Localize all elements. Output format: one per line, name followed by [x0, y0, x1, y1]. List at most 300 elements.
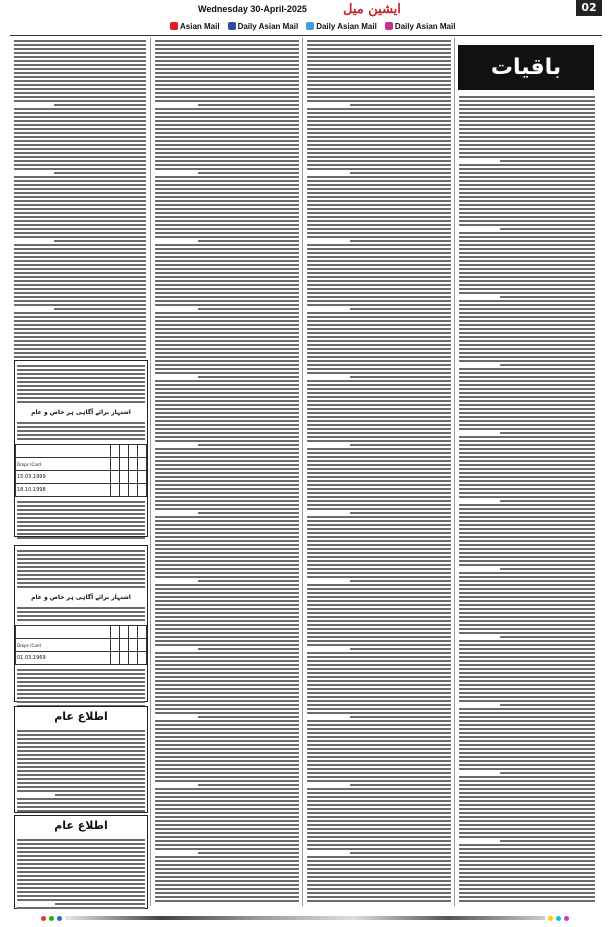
text-line — [155, 344, 299, 346]
text-line — [459, 560, 595, 562]
text-line — [155, 576, 299, 578]
text-line — [459, 628, 595, 630]
text-line — [17, 899, 145, 901]
text-line — [307, 72, 451, 74]
text-line — [459, 800, 595, 802]
text-line — [500, 160, 595, 162]
text-line — [307, 96, 451, 98]
text-line — [459, 172, 595, 174]
text-line — [459, 656, 595, 658]
text-line — [155, 200, 299, 202]
text-line — [155, 124, 299, 126]
text-line — [459, 480, 595, 482]
text-line — [307, 688, 451, 690]
text-line — [155, 456, 299, 458]
text-line — [459, 132, 595, 134]
doc-label: Drops (Card — [16, 458, 111, 471]
text-line — [155, 100, 299, 102]
text-line — [155, 492, 299, 494]
text-line — [459, 128, 595, 130]
text-line — [459, 852, 595, 854]
text-line — [459, 300, 595, 302]
text-line — [14, 248, 146, 250]
text-line — [155, 112, 299, 114]
text-line — [155, 524, 299, 526]
text-line — [459, 412, 595, 414]
text-line — [459, 180, 595, 182]
social-twitter[interactable]: Daily Asian Mail — [306, 20, 377, 32]
text-line — [459, 312, 595, 314]
text-line — [17, 509, 145, 511]
text-line — [459, 524, 595, 526]
text-line — [17, 855, 145, 857]
text-line — [307, 216, 451, 218]
text-line — [14, 88, 146, 90]
text-line — [155, 276, 299, 278]
social-youtube[interactable]: Asian Mail — [170, 20, 220, 32]
text-line — [459, 392, 595, 394]
notice-box-1-title: اشتہار برائے آگاہی ہر خاص و عام — [31, 409, 131, 416]
text-line — [307, 392, 451, 394]
text-line — [14, 60, 146, 62]
text-line — [307, 264, 451, 266]
text-line — [17, 859, 145, 861]
text-line — [14, 304, 146, 306]
text-line — [307, 548, 451, 550]
text-line — [307, 128, 451, 130]
text-line — [155, 896, 299, 898]
text-line — [17, 582, 145, 584]
text-line — [17, 607, 145, 609]
text-line — [307, 672, 451, 674]
text-line — [307, 500, 451, 502]
text-line — [307, 428, 451, 430]
text-line — [459, 184, 595, 186]
text-line — [307, 808, 451, 810]
text-line — [307, 52, 451, 54]
column-divider — [454, 38, 455, 906]
text-line — [17, 537, 145, 539]
text-line — [155, 736, 299, 738]
text-line — [459, 304, 595, 306]
text-line — [155, 548, 299, 550]
print-registration-strip — [0, 912, 610, 924]
text-line — [459, 756, 595, 758]
text-line — [307, 180, 451, 182]
text-line — [155, 816, 299, 818]
text-line — [307, 560, 451, 562]
text-line — [155, 472, 299, 474]
public-notice-1 — [14, 706, 148, 813]
text-line — [307, 616, 451, 618]
text-line — [459, 320, 595, 322]
text-line — [459, 496, 595, 498]
text-line — [459, 248, 595, 250]
text-line — [17, 554, 145, 556]
text-line — [14, 292, 146, 294]
text-line — [14, 40, 146, 42]
text-line — [155, 532, 299, 534]
text-line — [198, 240, 299, 242]
text-line — [155, 748, 299, 750]
text-line — [307, 268, 451, 270]
text-line — [155, 248, 299, 250]
text-line — [155, 824, 299, 826]
text-line — [14, 56, 146, 58]
text-line — [155, 352, 299, 354]
notice-box-1-table — [15, 444, 147, 497]
text-line — [459, 428, 595, 430]
text-line — [350, 240, 451, 242]
text-line — [307, 684, 451, 686]
text-line — [307, 608, 451, 610]
text-line — [17, 521, 145, 523]
text-line — [155, 436, 299, 438]
text-line — [459, 856, 595, 858]
text-line — [155, 752, 299, 754]
text-line — [17, 501, 145, 503]
text-line — [459, 492, 595, 494]
text-line — [459, 876, 595, 878]
text-line — [459, 612, 595, 614]
text-line — [307, 228, 451, 230]
text-line — [155, 404, 299, 406]
text-line — [155, 828, 299, 830]
text-line — [307, 652, 451, 654]
text-line — [155, 832, 299, 834]
text-line — [155, 460, 299, 462]
text-line — [17, 393, 145, 395]
text-line — [307, 148, 451, 150]
text-line — [307, 504, 451, 506]
text-line — [17, 438, 145, 440]
text-line — [307, 144, 451, 146]
text-line — [307, 724, 451, 726]
text-line — [155, 788, 299, 790]
text-line — [307, 628, 451, 630]
text-line — [155, 592, 299, 594]
notice-box-1 — [14, 360, 148, 537]
text-line — [307, 340, 451, 342]
text-line — [17, 863, 145, 865]
text-line — [307, 360, 451, 362]
text-line — [307, 844, 451, 846]
text-line — [459, 556, 595, 558]
text-line — [307, 592, 451, 594]
color-bar — [65, 916, 545, 920]
text-column-3 — [307, 38, 451, 906]
text-line — [459, 880, 595, 882]
text-line — [459, 632, 595, 634]
text-line — [459, 360, 595, 362]
text-line — [14, 188, 146, 190]
text-line — [155, 572, 299, 574]
text-line — [307, 448, 451, 450]
text-line — [155, 80, 299, 82]
text-line — [307, 92, 451, 94]
text-line — [17, 701, 145, 703]
text-line — [155, 60, 299, 62]
text-line — [14, 64, 146, 66]
text-line — [17, 742, 145, 744]
text-line — [155, 392, 299, 394]
text-line — [155, 676, 299, 678]
text-line — [155, 224, 299, 226]
text-line — [307, 76, 451, 78]
text-line — [155, 636, 299, 638]
text-line — [459, 860, 595, 862]
text-line — [155, 476, 299, 478]
text-line — [17, 891, 145, 893]
text-line — [17, 373, 145, 375]
text-line — [17, 365, 145, 367]
text-line — [459, 208, 595, 210]
text-line — [155, 316, 299, 318]
text-line — [155, 528, 299, 530]
text-line — [459, 420, 595, 422]
text-line — [459, 408, 595, 410]
text-line — [307, 752, 451, 754]
text-line — [198, 308, 299, 310]
text-line — [307, 236, 451, 238]
text-line — [155, 120, 299, 122]
text-line — [459, 836, 595, 838]
text-line — [155, 792, 299, 794]
text-line — [198, 104, 299, 106]
text-line — [350, 716, 451, 718]
text-line — [307, 440, 451, 442]
text-line — [14, 224, 146, 226]
text-line — [459, 108, 595, 110]
text-line — [155, 152, 299, 154]
text-line — [307, 636, 451, 638]
text-line — [459, 156, 595, 158]
text-line — [459, 508, 595, 510]
text-line — [17, 875, 145, 877]
text-line — [155, 660, 299, 662]
text-line — [155, 256, 299, 258]
text-line — [459, 264, 595, 266]
text-line — [459, 608, 595, 610]
doc-label: Drops (Card — [16, 639, 111, 652]
text-line — [500, 432, 595, 434]
text-line — [155, 192, 299, 194]
text-line — [459, 292, 595, 294]
text-line — [307, 584, 451, 586]
text-line — [459, 536, 595, 538]
text-line — [307, 56, 451, 58]
text-line — [14, 132, 146, 134]
text-line — [14, 156, 146, 158]
text-line — [307, 164, 451, 166]
text-line — [459, 212, 595, 214]
social-facebook[interactable]: Daily Asian Mail — [228, 20, 299, 32]
text-line — [307, 108, 451, 110]
text-line — [155, 872, 299, 874]
text-line — [155, 772, 299, 774]
text-line — [307, 480, 451, 482]
text-line — [459, 776, 595, 778]
text-line — [155, 884, 299, 886]
text-line — [155, 468, 299, 470]
text-line — [155, 232, 299, 234]
text-line — [307, 412, 451, 414]
text-line — [459, 452, 595, 454]
text-line — [155, 680, 299, 682]
text-line — [155, 320, 299, 322]
text-line — [155, 180, 299, 182]
text-line — [459, 416, 595, 418]
text-line — [459, 124, 595, 126]
text-line — [155, 488, 299, 490]
text-line — [459, 764, 595, 766]
text-line — [307, 276, 451, 278]
text-line — [307, 328, 451, 330]
text-line — [459, 832, 595, 834]
text-line — [307, 824, 451, 826]
public-notice-1-title: اطلاع عام — [54, 710, 108, 723]
text-line — [307, 116, 451, 118]
text-line — [155, 564, 299, 566]
text-line — [17, 770, 145, 772]
text-line — [307, 492, 451, 494]
text-line — [459, 352, 595, 354]
text-line — [14, 192, 146, 194]
text-line — [459, 700, 595, 702]
text-line — [14, 336, 146, 338]
text-line — [459, 368, 595, 370]
text-line — [307, 528, 451, 530]
text-line — [307, 136, 451, 138]
text-line — [459, 356, 595, 358]
text-line — [14, 100, 146, 102]
text-line — [198, 376, 299, 378]
text-line — [17, 669, 145, 671]
text-line — [459, 232, 595, 234]
text-line — [459, 144, 595, 146]
text-line — [459, 288, 595, 290]
text-line — [155, 396, 299, 398]
text-line — [459, 748, 595, 750]
text-line — [307, 400, 451, 402]
text-line — [307, 312, 451, 314]
text-line — [307, 892, 451, 894]
registration-dot — [41, 916, 46, 921]
text-line — [459, 884, 595, 886]
text-line — [14, 160, 146, 162]
text-line — [14, 220, 146, 222]
text-line — [17, 738, 145, 740]
text-line — [459, 136, 595, 138]
text-line — [459, 404, 595, 406]
text-line — [459, 596, 595, 598]
text-line — [14, 136, 146, 138]
text-line — [307, 64, 451, 66]
text-line — [307, 516, 451, 518]
text-line — [459, 244, 595, 246]
text-line — [459, 548, 595, 550]
text-line — [17, 434, 145, 436]
text-line — [155, 804, 299, 806]
text-line — [459, 552, 595, 554]
text-line — [155, 368, 299, 370]
text-line — [459, 96, 595, 98]
text-column-4 — [459, 94, 595, 909]
text-line — [14, 352, 146, 354]
text-line — [459, 692, 595, 694]
text-line — [155, 864, 299, 866]
text-line — [155, 336, 299, 338]
text-line — [17, 883, 145, 885]
text-line — [14, 272, 146, 274]
text-line — [17, 907, 145, 909]
text-line — [307, 244, 451, 246]
text-line — [307, 732, 451, 734]
text-line — [307, 840, 451, 842]
text-line — [155, 684, 299, 686]
text-line — [459, 140, 595, 142]
text-line — [459, 444, 595, 446]
text-line — [14, 356, 146, 358]
text-line — [459, 624, 595, 626]
text-line — [307, 140, 451, 142]
text-line — [307, 372, 451, 374]
text-line — [307, 876, 451, 878]
social-instagram[interactable]: Daily Asian Mail — [385, 20, 456, 32]
text-line — [17, 385, 145, 387]
public-notice-2-title: اطلاع عام — [54, 819, 108, 832]
text-line — [459, 268, 595, 270]
text-line — [155, 796, 299, 798]
text-line — [350, 444, 451, 446]
text-line — [14, 340, 146, 342]
text-line — [14, 288, 146, 290]
text-line — [17, 681, 145, 683]
text-line — [155, 380, 299, 382]
text-line — [14, 168, 146, 170]
text-line — [307, 464, 451, 466]
text-line — [459, 604, 595, 606]
text-line — [155, 656, 299, 658]
text-line — [155, 604, 299, 606]
text-line — [307, 540, 451, 542]
text-line — [307, 436, 451, 438]
text-line — [17, 778, 145, 780]
text-line — [14, 120, 146, 122]
text-line — [459, 520, 595, 522]
text-line — [350, 104, 451, 106]
text-line — [155, 496, 299, 498]
text-line — [14, 80, 146, 82]
text-line — [14, 236, 146, 238]
text-line — [459, 744, 595, 746]
text-line — [459, 732, 595, 734]
text-line — [459, 652, 595, 654]
text-line — [155, 612, 299, 614]
text-line — [155, 892, 299, 894]
registration-dot — [49, 916, 54, 921]
text-line — [459, 592, 595, 594]
text-line — [307, 668, 451, 670]
text-line — [307, 280, 451, 282]
text-line — [459, 328, 595, 330]
text-line — [155, 360, 299, 362]
text-line — [500, 840, 595, 842]
text-line — [155, 340, 299, 342]
text-line — [155, 428, 299, 430]
text-line — [14, 148, 146, 150]
text-line — [459, 888, 595, 890]
